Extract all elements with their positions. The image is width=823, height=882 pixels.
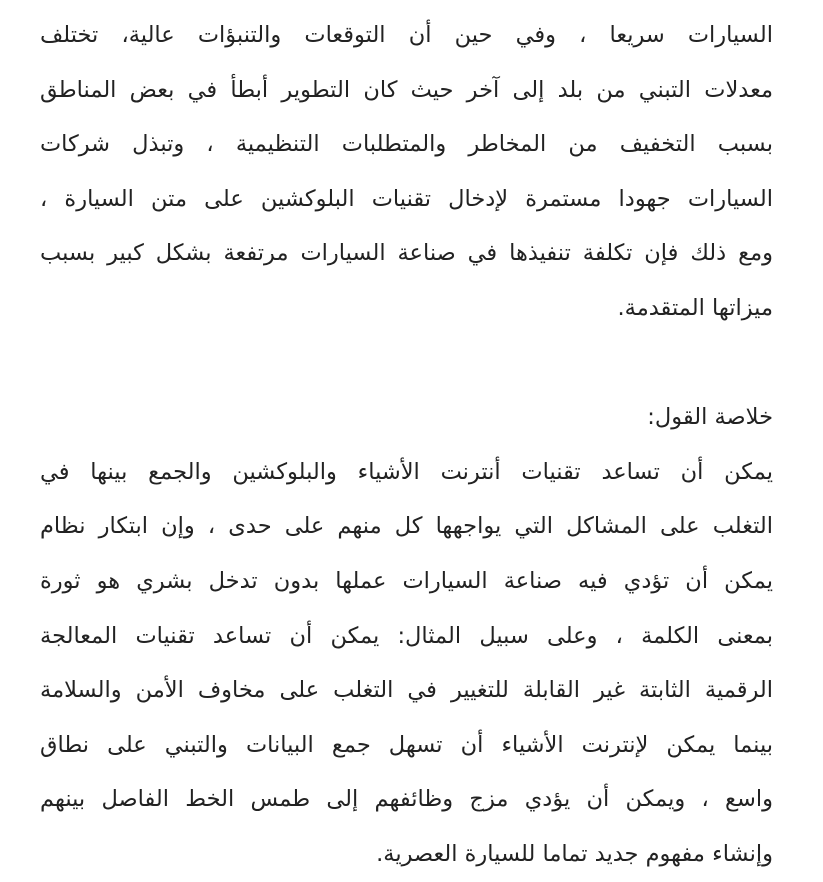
- paragraph-conclusion: [40, 445, 773, 882]
- text-line: معدلات التبني من بلد إلى آخر حيث كان التطوير أبطأ في بعض المناطق: [40, 76, 773, 103]
- text-line: بسبب التخفيف من المخاطر والمتطلبات التنظيمية ، وتبذل شركات: [40, 131, 773, 158]
- text-line: ومع ذلك فإن تكلفة تنفيذها في صناعة السيارات مرتفعة بشكل كبير بسبب: [40, 240, 773, 267]
- text-line: التغلب على المشاكل التي يواجهها كل منهم على حدى ، وإن ابتكار نظام: [40, 513, 773, 540]
- text-line: السيارات جهودا مستمرة لإدخال تقنيات البلوكشين على متن السيارة ،: [40, 185, 773, 212]
- text-line: واسع ، ويمكن أن يؤدي مزج وظائفهم إلى طمس الخط الفاصل بينهم: [40, 786, 773, 813]
- document-body: [40, 8, 773, 882]
- text-line: بمعنى الكلمة ، وعلى سبيل المثال: يمكن أن تساعد تقنيات المعالجة: [40, 622, 773, 649]
- text-line: يمكن أن تساعد تقنيات أنترنت الأشياء والبلوكشين والجمع بينها في: [40, 458, 773, 485]
- paragraph-spacer: [40, 336, 773, 391]
- text-line: يمكن أن تؤدي فيه صناعة السيارات عملها بدون تدخل بشري هو ثورة: [40, 567, 773, 594]
- paragraph-intro: [40, 8, 773, 336]
- text-line: السيارات سريعا ، وفي حين أن التوقعات والتنبؤات عالية، تختلف: [40, 22, 773, 48]
- text-line: بينما يمكن لإنترنت الأشياء أن تسهل جمع البيانات والتبني على نطاق: [40, 731, 773, 758]
- text-line: الرقمية الثابتة غير القابلة للتغيير في التغلب على مخاوف الأمن والسلامة: [40, 677, 773, 704]
- text-line: وإنشاء مفهوم جديد تماما للسيارة العصرية.: [376, 840, 773, 867]
- section-heading: خلاصة القول:: [647, 404, 773, 431]
- text-line: ميزاتها المتقدمة.: [617, 294, 773, 321]
